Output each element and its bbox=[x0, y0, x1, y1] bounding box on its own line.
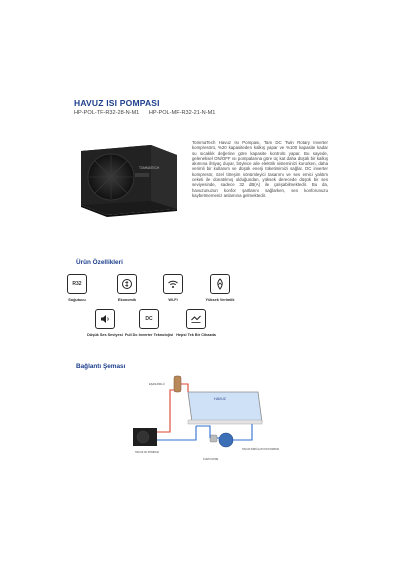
boiler-label: EŞANJÖRLÜ bbox=[149, 383, 165, 386]
unit-brand-text: TOMMATECH bbox=[139, 166, 160, 170]
features-heading: Ürün Özellikleri bbox=[76, 259, 123, 266]
model-code-1: HP-POL-TF-R32-28-N-M1 bbox=[74, 110, 140, 116]
boiler-shape bbox=[174, 376, 181, 392]
feature-label: Soğutucu bbox=[68, 298, 86, 302]
product-description: TommaTech Havuz Isı Pompası, Tam DC Twin Rotary Inverter kompresörü, %20 kapasiteden kalkış yapar ve %100 kapasite kadar su sıcaklık değerine göre kapasite kontrolü yapar. Bu sayede, geleneksel ON/OFF ısı pompalarına göre üç kat daha düşük bir kalkış akımına ihtiyaç duyar, böylece aile elektrik sisteminizi korurken, daha verimli bir kullanım ve düşük enerji tüketimimizi sağlar. DC inverter kompresör, özel titreşim sönümleyici tasarımı ve ses emici yalıtım ceketi ile donatılmış olduğundan, yüksek derecede düşük bir ses seviyesinde, sadece 32 dB(A) ile çalışabilmektedir. Bu da, havuzunuzun konfor şartlarını sağlarken, ses konforunuzu kaybetmemeniz anlamına gelmektedir. bbox=[192, 140, 328, 198]
feature-label: Yüksek Verimlik bbox=[205, 298, 235, 302]
circulation-pump-label: HAVUZ SİRKÜLASYON POMPASI bbox=[242, 448, 279, 451]
model-code-2: HP-POL-MF-R32-21-N-M1 bbox=[148, 110, 216, 116]
filter-label: KUM FİLTRE bbox=[203, 458, 219, 461]
low-noise-icon bbox=[95, 309, 115, 329]
feature-label: Düşük Ses Seviyesi bbox=[87, 333, 123, 337]
feature-label: Hepsi Tek Bir Cihazda bbox=[176, 333, 216, 337]
dc-icon: DC bbox=[139, 309, 159, 329]
all-in-one-icon bbox=[186, 309, 206, 329]
sand-filter-shape bbox=[219, 433, 233, 447]
efficiency-icon bbox=[210, 274, 230, 294]
feature-all-in-one bbox=[166, 309, 226, 338]
page-title: HAVUZ ISI POMPASI bbox=[74, 98, 160, 108]
feature-label: Full Dc Inverter Teknolojisi bbox=[124, 333, 174, 337]
diagram-heading: Bağlantı Şeması bbox=[76, 363, 126, 370]
feature-label: Wi-Fi bbox=[168, 298, 178, 302]
heat-pump-image bbox=[73, 143, 181, 217]
model-codes bbox=[74, 110, 215, 116]
economy-icon bbox=[117, 274, 137, 294]
connection-diagram bbox=[130, 370, 280, 470]
feature-efficiency bbox=[190, 274, 250, 303]
pump-unit-label: HAVUZ ISI POMPASI bbox=[135, 451, 159, 454]
pool-label: HAVUZ bbox=[214, 397, 226, 401]
r32-icon: R32 bbox=[67, 274, 87, 294]
feature-label: Ekonomik bbox=[117, 298, 137, 302]
wifi-icon bbox=[163, 274, 183, 294]
